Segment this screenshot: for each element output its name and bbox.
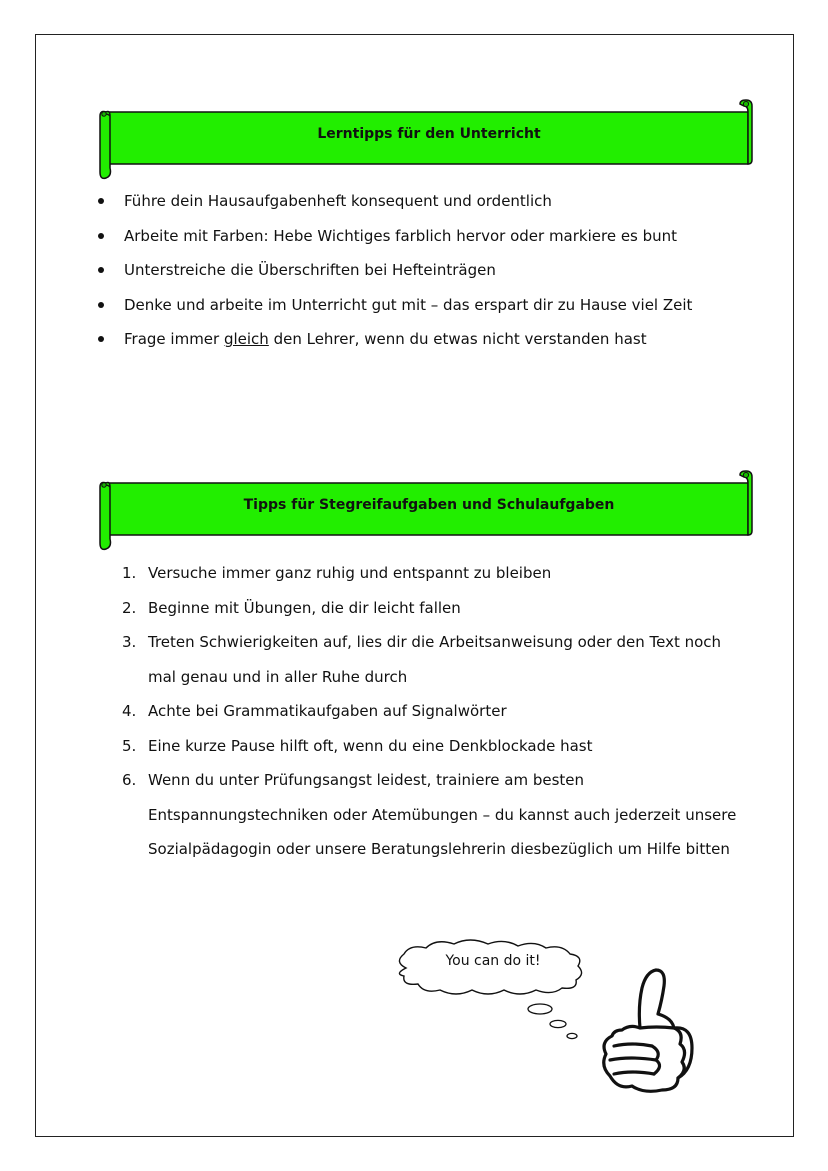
section1-title: Lerntipps für den Unterricht xyxy=(317,126,541,142)
list-item-text: Denke und arbeite im Unterricht gut mit – das erspart dir zu Hause viel Zeit xyxy=(124,295,693,314)
list-item-text: Arbeite mit Farben: Hebe Wichtiges farblich hervor oder markiere es bunt xyxy=(124,226,678,245)
list-item xyxy=(96,255,756,290)
list-item-number: 4. xyxy=(122,702,137,720)
list-item xyxy=(122,556,742,591)
list-item-text: Treten Schwierigkeiten auf, lies dir die Arbeitsanweisung oder den Text noch mal genau und in aller Ruhe durch xyxy=(148,633,722,686)
list-item-text: Führe dein Hausaufgabenheft konsequent und ordentlich xyxy=(124,192,552,210)
list-item xyxy=(122,729,742,764)
list-item xyxy=(122,763,742,867)
list-item-text: Unterstreiche die Überschriften bei Hefteinträgen xyxy=(124,261,496,279)
section1-bullet-list xyxy=(96,186,756,359)
list-item xyxy=(96,290,756,325)
list-item-text-pre: Frage immer xyxy=(124,330,224,348)
list-item-text-post: den Lehrer, wenn du etwas nicht verstanden hast xyxy=(268,330,647,348)
list-item-number: 1. xyxy=(122,564,137,582)
section2-numbered-list xyxy=(122,556,742,867)
list-item xyxy=(122,625,742,694)
list-item xyxy=(122,591,742,626)
section2-title: Tipps für Stegreifaufgaben und Schulaufgaben xyxy=(243,497,615,513)
cloud-text: You can do it! xyxy=(445,953,541,969)
section2-banner xyxy=(96,471,756,551)
list-item-text: Wenn du unter Prüfungsangst leidest, trainiere am besten Entspannungstechniken oder Atemübungen – du kannst auch jederzeit unsere Sozialpädagogin oder unsere Beratungslehrerin diesbezüglich um Hilfe bitten xyxy=(148,771,737,858)
list-item-number: 6. xyxy=(122,771,137,789)
list-item-text: Achte bei Grammatikaufgaben auf Signalwörter xyxy=(148,702,507,720)
thumbs-up xyxy=(592,966,696,1098)
list-item xyxy=(96,221,756,256)
list-item-text: Eine kurze Pause hilft oft, wenn du eine Denkblockade hast xyxy=(148,736,593,755)
list-item-text: Beginne mit Übungen, die dir leicht fallen xyxy=(148,598,461,617)
list-item-number: 5. xyxy=(122,736,137,755)
thought-cloud xyxy=(392,936,602,1056)
list-item xyxy=(96,324,756,359)
list-item-text: Versuche immer ganz ruhig und entspannt zu bleiben xyxy=(148,564,552,582)
list-item-number: 3. xyxy=(122,633,137,651)
list-item xyxy=(96,186,756,221)
section1-banner xyxy=(96,100,756,180)
thumbs-up-icon xyxy=(592,966,696,1098)
list-item-number: 2. xyxy=(122,598,137,617)
underlined-word: gleich xyxy=(223,330,269,348)
list-item xyxy=(122,694,742,729)
